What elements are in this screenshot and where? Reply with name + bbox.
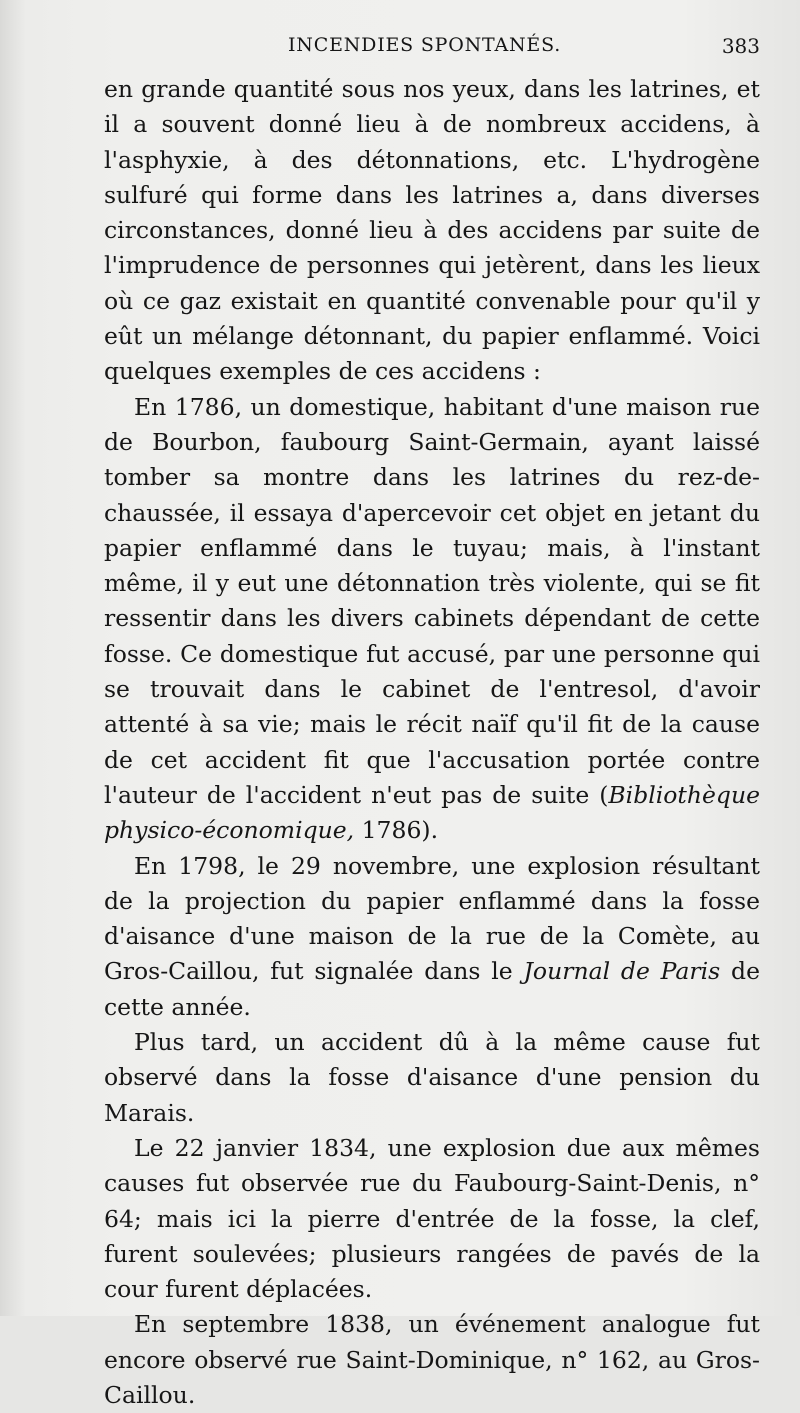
paragraph-1786-text: En 1786, un domestique, habitant d'une maison rue de Bourbon, faubourg Saint-Germain, ayant laissé tomber sa montre dans les latrines du rez-de-chaussée, il essaya d'apercevoir cet objet en jetant du papier enflammé dans le tuyau; mais, à l'instant même, il y eut une détonnation très violente, qui se fit ressentir dans les divers cabinets dépendant de cette fosse. Ce domestique fut accusé, par une personne qui se trouvait dans le cabinet de l'entresol, d'avoir attenté à sa vie; mais le récit naïf qu'il fit de la cause de cet accident fit que l'accusation portée contre l'auteur de l'accident n'eut pas de suite ( xyxy=(104,392,760,809)
paragraph-1798-text: En 1798, le 29 novembre, une explosion résultant de la projection du papier enflammé dans la fosse d'aisance d'une maison de la rue de la Comète, au Gros-Caillou, fut signalée dans le xyxy=(104,851,760,986)
paragraph-1786 xyxy=(104,390,760,849)
paragraph-1798-end: de cette année. xyxy=(104,957,760,1021)
running-title: INCENDIES SPONTANÉS. xyxy=(288,34,562,56)
paragraph-marais: Plus tard, un accident dû à la même cause fut observé dans la fosse d'aisance d'une pension du Marais. xyxy=(104,1028,760,1127)
paragraph-1798 xyxy=(104,849,760,1025)
citation-title: Bibliothèque physico-économique, xyxy=(104,780,760,845)
paragraph-1834: Le 22 janvier 1834, une explosion due aux mêmes causes fut observée rue du Faubourg-Saint-Denis, n° 64; mais ici la pierre d'entrée de la fosse, la clef, furent soulevées; plusieurs rangées de pavés de la cour furent déplacées. xyxy=(104,1133,760,1304)
body-text xyxy=(104,72,760,1413)
journal-title: Journal de Paris xyxy=(523,957,721,986)
page-number: 383 xyxy=(721,34,760,58)
running-head xyxy=(0,32,800,66)
paragraph-continuation: en grande quantité sous nos yeux, dans les latrines, et il a souvent donné lieu à de nombreux accidens, à l'asphyxie, à des détonnations, etc. L'hydrogène sulfuré qui forme dans les latrines a, dans diverses circonstances, donné lieu à des accidens par suite de l'imprudence de personnes qui jetèrent, dans les lieux où ce gaz existait en quantité convenable pour qu'il y eût un mélange détonnant, du papier enflammé. Voici quelques exemples de ces accidens : xyxy=(104,75,760,386)
paragraph-1786-end: 1786). xyxy=(354,816,439,845)
paragraph-1838: En septembre 1838, un événement analogue fut encore observé rue Saint-Dominique, n° 162, au Gros-Caillou. xyxy=(104,1310,760,1409)
